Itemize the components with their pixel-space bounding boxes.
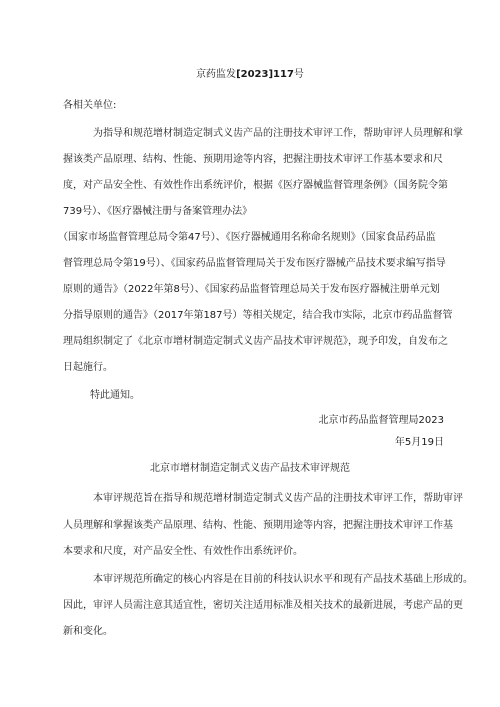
doc-number-prefix: 京药监发 [196, 69, 237, 80]
spec-paragraph-line: 人员理解和掌握该类产品原理、结构、性能、预期用途等内容，把握注册技术审评工作基 [63, 520, 453, 531]
notice-line: 日起施行。 [63, 362, 113, 373]
spec-paragraph-line: 本要求和尺度，对产品安全性、有效性作出系统评价。 [63, 546, 303, 557]
doc-number-suffix: 号 [293, 69, 304, 80]
notice-line: 739号）、《医疗器械注册与备案管理办法》 [63, 206, 253, 217]
notice-line: 理局组织制定了《北京市增材制造定制式义齿产品技术审评规范》，现予印发，自发布之 [63, 336, 448, 347]
addressee: 各相关单位: [63, 100, 117, 111]
notice-line: （国家市场监督管理总局令第47号）、《医疗器械通用名称命名规则》（国家食品药品监 [58, 232, 436, 243]
notice-line: 度，对产品安全性、有效性作出系统评价，根据《医疗器械监督管理条例》（国务院令第 [63, 180, 448, 191]
spec-paragraph-line: 本审评规范旨在指导和规范增材制造定制式义齿产品的注册技术审评工作，帮助审评 [93, 493, 463, 504]
spec-paragraph-line: 本审评规范所确定的核心内容是在目前的科技认识水平和现有产品技术基础上形成的。 [93, 574, 473, 585]
notice-line: 分指导原则的通告》（2017年第187号）等相关规定，结合我市实际，北京市药品监督管 [63, 310, 453, 321]
issuer-name: 北京市药品监督管理局2023 [318, 415, 444, 426]
notice-line: 督管理总局令第19号）、《国家药品监督管理局关于发布医疗器械产品技术要求编写指导 [63, 258, 446, 269]
notice-line: 为指导和规范增材制造定制式义齿产品的注册技术审评工作，帮助审评人员理解和掌 [93, 128, 463, 139]
notice-line: 原则的通告》（2022年第8号）、《国家药品监督管理总局关于发布医疗器械注册单元划 [63, 284, 440, 295]
notice-line: 握该类产品原理、结构、性能、预期用途等内容，把握注册技术审评工作基本要求和尺 [63, 154, 443, 165]
doc-number-year: [2023]117 [236, 69, 294, 80]
spec-paragraph-line: 因此，审评人员需注意其适宜性，密切关注适用标准及相关技术的最新进展，考虑产品的更 [63, 600, 463, 611]
issue-date: 年5月19日 [394, 437, 444, 448]
spec-title: 北京市增材制造定制式义齿产品技术审评规范 [150, 463, 350, 474]
closing-text: 特此通知。 [90, 390, 140, 401]
document-number [0, 68, 500, 82]
spec-paragraph-line: 新和变化。 [63, 626, 113, 637]
